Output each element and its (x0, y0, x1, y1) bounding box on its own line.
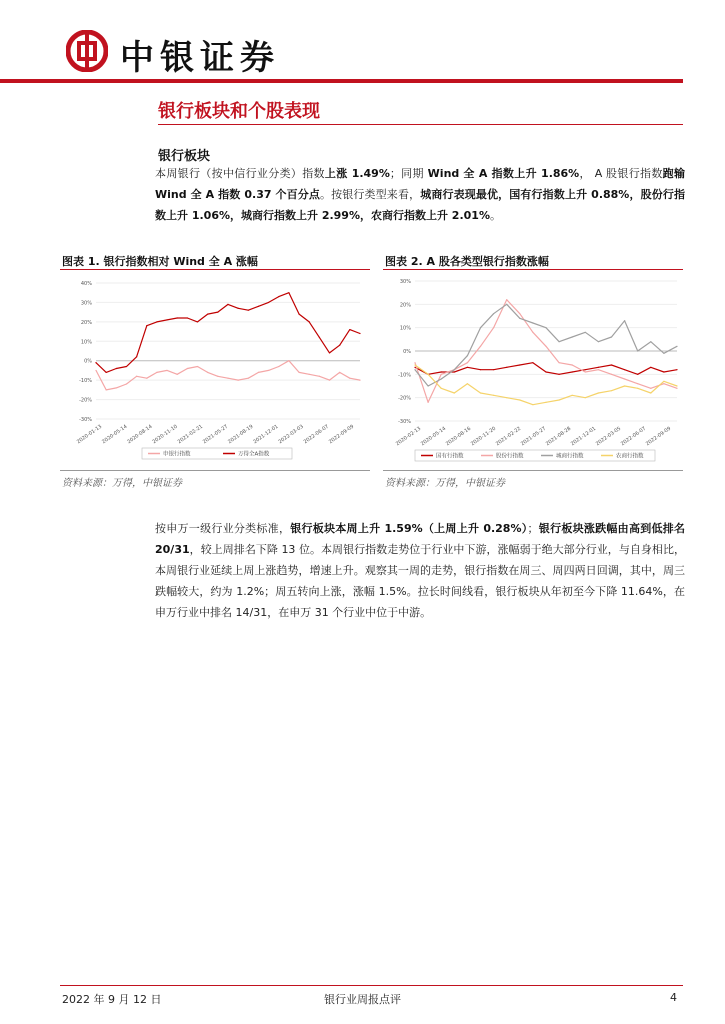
data-point (559, 362, 560, 363)
data-point (258, 372, 259, 373)
data-point (95, 362, 96, 363)
data-point (624, 378, 625, 379)
data-point (532, 322, 533, 323)
data-point (298, 313, 299, 314)
data-point (116, 387, 117, 388)
data-point (585, 371, 586, 372)
y-tick-label: -20% (79, 397, 92, 404)
data-point (227, 378, 228, 379)
data-point (637, 383, 638, 384)
data-point (480, 369, 481, 370)
data-point (572, 364, 573, 365)
data-point (624, 385, 625, 386)
y-tick-label: -30% (79, 417, 92, 423)
brand-name: 中银证券 (120, 38, 280, 78)
data-point (146, 378, 147, 379)
data-point (136, 356, 137, 357)
x-tick-label: 2021-05-27 (201, 423, 230, 446)
data-point (545, 371, 546, 372)
data-point (441, 374, 442, 375)
data-point (454, 392, 455, 393)
data-point (519, 313, 520, 314)
legend-label: 万得全A指数 (238, 451, 270, 458)
figure-1-source: 资料来源：万得，中银证券 (62, 478, 182, 489)
x-tick-label: 2022-06-07 (302, 423, 330, 446)
data-point (519, 364, 520, 365)
y-tick-label: -30% (398, 419, 411, 425)
x-tick-label: 2021-12-01 (252, 423, 280, 446)
data-point (493, 313, 494, 314)
data-point (428, 374, 429, 375)
data-point (217, 312, 218, 313)
x-tick-label: 2021-02-22 (494, 425, 523, 448)
data-point (493, 369, 494, 370)
data-point (329, 352, 330, 353)
data-point (598, 367, 599, 368)
data-point (116, 368, 117, 369)
data-point (676, 369, 677, 370)
data-point (624, 320, 625, 321)
data-point (309, 321, 310, 322)
y-tick-label: -10% (79, 378, 92, 385)
data-point (559, 399, 560, 400)
data-point (95, 370, 96, 371)
figure-1-rule (60, 269, 370, 270)
data-point (428, 385, 429, 386)
data-point (506, 367, 507, 368)
data-point (532, 332, 533, 333)
data-point (414, 364, 415, 365)
data-point (248, 378, 249, 379)
data-point (650, 341, 651, 342)
legend-label: 城商行指数 (556, 453, 584, 460)
data-point (506, 397, 507, 398)
sub-title: 银行板块 (158, 149, 211, 164)
series-line-0 (96, 361, 360, 390)
data-point (467, 367, 468, 368)
data-point (329, 380, 330, 381)
y-tick-label: 40% (80, 281, 92, 287)
data-point (572, 371, 573, 372)
data-point (598, 392, 599, 393)
data-point (532, 404, 533, 405)
data-point (637, 350, 638, 351)
data-point (441, 388, 442, 389)
data-point (106, 372, 107, 373)
data-point (585, 369, 586, 370)
data-point (441, 371, 442, 372)
data-point (268, 370, 269, 371)
page-number: 4 (670, 991, 677, 1004)
page-header (0, 0, 725, 90)
data-point (663, 371, 664, 372)
footer-rule (60, 985, 683, 986)
data-point (637, 388, 638, 389)
data-point (480, 327, 481, 328)
x-tick-label: 2020-08-14 (126, 423, 154, 446)
data-point (227, 304, 228, 305)
data-point (585, 397, 586, 398)
data-point (532, 362, 533, 363)
data-point (611, 374, 612, 375)
data-point (309, 374, 310, 375)
x-tick-label: 2020-11-20 (469, 425, 498, 448)
y-tick-label: 20% (399, 302, 411, 309)
series-line-3 (415, 365, 677, 405)
data-point (359, 380, 360, 381)
data-point (349, 378, 350, 379)
y-tick-label: -20% (398, 395, 411, 402)
chart-bank-types (385, 275, 683, 467)
data-point (611, 390, 612, 391)
data-point (650, 388, 651, 389)
data-point (414, 367, 415, 368)
data-point (428, 402, 429, 403)
data-point (676, 388, 677, 389)
data-point (559, 341, 560, 342)
data-point (545, 327, 546, 328)
y-tick-label: 0% (84, 358, 92, 365)
x-tick-label: 2021-05-27 (519, 425, 548, 448)
data-point (572, 395, 573, 396)
data-point (650, 367, 651, 368)
data-point (217, 376, 218, 377)
data-point (278, 296, 279, 297)
data-point (298, 372, 299, 373)
data-point (480, 346, 481, 347)
x-tick-label: 2021-08-28 (544, 425, 573, 448)
data-point (506, 304, 507, 305)
data-point (663, 381, 664, 382)
y-tick-label: 10% (399, 325, 411, 332)
data-point (493, 395, 494, 396)
data-point (238, 308, 239, 309)
data-point (454, 369, 455, 370)
data-point (197, 321, 198, 322)
x-tick-label: 2020-08-16 (444, 425, 473, 448)
section-rule (158, 124, 683, 125)
data-point (611, 336, 612, 337)
data-point (156, 321, 157, 322)
data-point (506, 299, 507, 300)
data-point (166, 319, 167, 320)
data-point (136, 376, 137, 377)
data-point (146, 325, 147, 326)
x-tick-label: 2020-02-13 (394, 425, 423, 448)
data-point (572, 336, 573, 337)
data-point (545, 346, 546, 347)
data-point (166, 370, 167, 371)
data-point (545, 402, 546, 403)
section-title: 银行板块和个股表现 (158, 101, 320, 122)
legend-label: 农商行指数 (616, 453, 644, 460)
chart-bank-vs-wind (62, 275, 370, 467)
x-tick-label: 2022-03-05 (594, 425, 623, 448)
data-point (598, 341, 599, 342)
bank-logo-icon (66, 30, 108, 72)
legend-label: 申银行指数 (163, 451, 191, 458)
data-point (467, 362, 468, 363)
data-point (493, 327, 494, 328)
data-point (238, 380, 239, 381)
data-point (187, 317, 188, 318)
paragraph-ranking: 按申万一级行业分类标准，银行板块本周上升 1.59%（上周上升 0.28%）；银行板块涨跌幅由高到低排名 20/31，较上周排名下降 13 位。本周银行指数走势位于行业中下游，涨幅弱于绝大部分行业，与自身相比，本周银行业延续上周上涨趋势，增速上升。观察其一周的走势，银行指数在周三、周四两日回调，其中，周三跌幅较大，约为 1.2%；周五转向上涨，涨幅 1.5%。拉长时间线看，银行板块从年初至今下降 11.64%，在申万行业中排名 14/31，在申万 31 个行业中位于中游。 (155, 522, 686, 619)
data-point (359, 333, 360, 334)
data-point (585, 332, 586, 333)
data-point (519, 318, 520, 319)
data-point (288, 360, 289, 361)
x-tick-label: 2020-01-13 (75, 423, 104, 446)
data-point (278, 366, 279, 367)
data-point (319, 376, 320, 377)
x-tick-label: 2020-05-14 (419, 425, 448, 448)
paragraph-summary: 本周银行（按中信行业分类）指数上涨 1.49%；同期 Wind 全 A 指数上升 1.86%， A 股银行指数跑输 Wind 全 A 指数 0.37 个百分点。按银行类型来看，城商行表现最优，国有行指数上升 0.88%，股份行指数上升 1.06%，城商行指数上升 2.99%，农商行指数上升 2.01%。 (155, 167, 685, 222)
figure-2-source: 资料来源：万得，中银证券 (385, 478, 505, 489)
footer-date: 2022 年 9 月 12 日 (62, 993, 162, 1006)
x-tick-label: 2022-06-07 (619, 425, 648, 448)
data-point (126, 366, 127, 367)
y-tick-label: 30% (399, 279, 411, 285)
data-point (319, 337, 320, 338)
x-tick-label: 2021-08-19 (227, 423, 255, 446)
data-point (414, 369, 415, 370)
data-point (467, 355, 468, 356)
data-point (454, 371, 455, 372)
legend-label: 国有行指数 (436, 453, 464, 460)
x-tick-label: 2022-09-09 (644, 425, 673, 448)
figure-1-title: 图表 1. 银行指数相对 Wind 全 A 涨幅 (62, 255, 258, 268)
header-rule (0, 79, 683, 83)
data-point (598, 369, 599, 370)
data-point (624, 369, 625, 370)
data-point (663, 383, 664, 384)
data-point (611, 364, 612, 365)
x-tick-label: 2021-02-21 (176, 423, 204, 446)
data-point (480, 392, 481, 393)
data-point (637, 374, 638, 375)
data-point (248, 310, 249, 311)
data-point (467, 383, 468, 384)
data-point (650, 392, 651, 393)
data-point (676, 346, 677, 347)
data-point (187, 368, 188, 369)
data-point (559, 374, 560, 375)
data-point (339, 372, 340, 373)
x-tick-label: 2022-03-03 (277, 423, 305, 446)
data-point (676, 385, 677, 386)
data-point (349, 329, 350, 330)
data-point (258, 306, 259, 307)
data-point (663, 353, 664, 354)
data-point (519, 399, 520, 400)
data-point (441, 378, 442, 379)
x-tick-label: 2020-11-10 (151, 423, 179, 446)
data-point (197, 366, 198, 367)
x-tick-label: 2020-05-14 (101, 423, 129, 446)
figure-1-bottom-rule (60, 470, 370, 471)
data-point (126, 383, 127, 384)
figure-2-rule (383, 269, 683, 270)
y-tick-label: 30% (80, 300, 92, 307)
data-point (339, 345, 340, 346)
data-point (177, 317, 178, 318)
figure-2-bottom-rule (383, 470, 683, 471)
x-tick-label: 2022-09-09 (327, 423, 356, 446)
y-tick-label: -10% (398, 372, 411, 379)
figure-2-title: 图表 2. A 股各类型银行指数涨幅 (385, 255, 549, 268)
legend-label: 股份行指数 (496, 453, 524, 460)
x-tick-label: 2021-12-01 (569, 425, 598, 448)
footer-report-name: 银行业周报点评 (324, 993, 401, 1006)
y-tick-label: 10% (80, 339, 92, 346)
data-point (156, 372, 157, 373)
data-point (207, 372, 208, 373)
data-point (414, 362, 415, 363)
data-point (268, 302, 269, 303)
data-point (288, 292, 289, 293)
y-tick-label: 0% (403, 349, 411, 355)
data-point (207, 313, 208, 314)
y-tick-label: 20% (80, 319, 92, 326)
data-point (177, 374, 178, 375)
data-point (106, 389, 107, 390)
